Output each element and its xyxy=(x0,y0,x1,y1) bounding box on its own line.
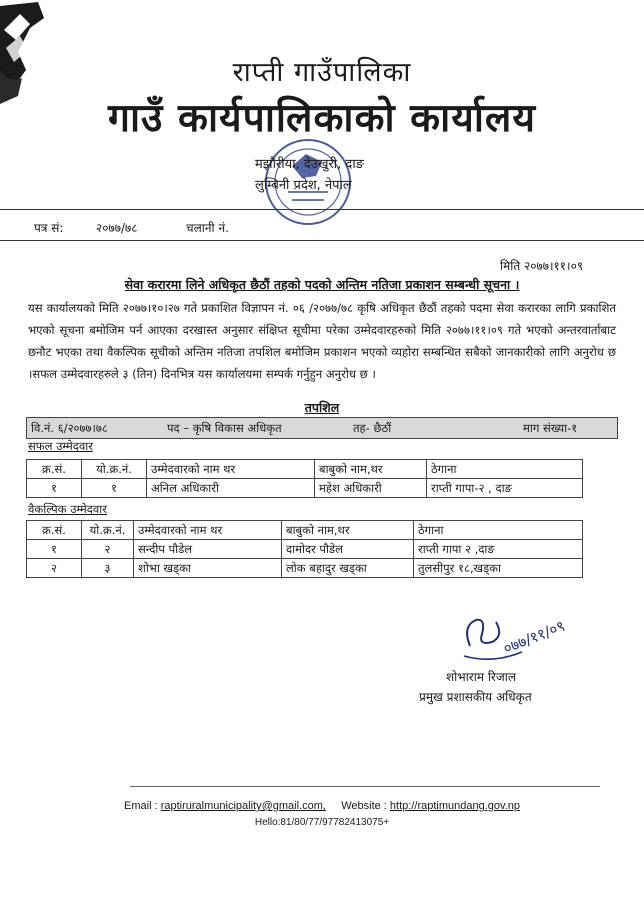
advertisement-number: वि.नं. ६/२०७७।७८ xyxy=(31,421,108,435)
header-father-name: बाबुको नाम,थर xyxy=(282,521,414,540)
roll-cell: ३ xyxy=(82,559,134,578)
table-row xyxy=(27,559,583,578)
position-name: पद – कृषि विकास अधिकृत xyxy=(167,421,282,435)
successful-candidates-label: सफल उम्मेदवार xyxy=(28,439,93,453)
signatory-name: शोभाराम रिजाल xyxy=(446,670,516,684)
header-serial: क्र.सं. xyxy=(27,460,82,479)
notice-subject xyxy=(0,276,644,293)
candidate-name-cell: सन्दीप पौडेल xyxy=(134,540,282,559)
reference-number: २०७७/७८ xyxy=(96,221,138,235)
father-name-cell: लोक बहादुर खड्का xyxy=(282,559,414,578)
successful-candidates-table xyxy=(26,459,583,498)
father-name-cell: दामोदर पौडेल xyxy=(282,540,414,559)
address-line-2: लुम्बिनी प्रदेश, नेपाल xyxy=(255,178,352,193)
roll-cell: १ xyxy=(82,479,147,498)
header-roll: यो.क्र.नं. xyxy=(82,521,134,540)
table-header-row xyxy=(27,521,583,540)
notice-date: मिति २०७७।११।०९ xyxy=(500,259,584,273)
alternate-candidates-label: वैकल्पिक उम्मेदवार xyxy=(28,502,107,516)
position-level: तह- छैठौं xyxy=(353,421,392,435)
header-address: ठेगाना xyxy=(427,460,583,479)
signature-date: ०७७/११/०९ xyxy=(500,616,568,658)
header-roll: यो.क्र.नं. xyxy=(82,460,147,479)
email-link[interactable]: raptiruralmunicipality@gmail.com, xyxy=(160,800,326,812)
footer-contact xyxy=(0,800,644,812)
website-link[interactable]: http://raptimundang.gov.np xyxy=(389,800,520,812)
signatory-title: प्रमुख प्रशासकीय अधिकृत xyxy=(419,690,532,704)
footer-divider xyxy=(130,786,600,787)
father-name-cell: महेश अधिकारी xyxy=(315,479,427,498)
address-cell: तुलसीपुर १८,खड्का xyxy=(414,559,583,578)
serial-cell: १ xyxy=(27,479,82,498)
dispatch-label: चलानी नं. xyxy=(186,221,229,235)
address-line-1: मझौरीया, देउखुरी, दाङ xyxy=(255,157,364,172)
candidate-name-cell: शोभा खड्का xyxy=(134,559,282,578)
details-heading: तपशिल xyxy=(304,400,340,415)
footer-phone: Hello:81/80/77/97782413075+ xyxy=(254,817,390,828)
table-header-row xyxy=(27,460,583,479)
header-candidate-name: उम्मेदवारको नाम थर xyxy=(134,521,282,540)
reference-label: पत्र सं: xyxy=(34,221,64,235)
demand-count: माग संख्या-१ xyxy=(523,421,578,435)
post-info-bar xyxy=(26,417,618,439)
serial-cell: १ xyxy=(27,540,82,559)
header-candidate-name: उम्मेदवारको नाम थर xyxy=(147,460,315,479)
serial-cell: २ xyxy=(27,559,82,578)
email-label: Email : xyxy=(124,800,158,812)
handwritten-signature-icon xyxy=(452,606,592,676)
table-row xyxy=(27,540,583,559)
notice-body: यस कार्यालयको मिति २०७७।१०।२७ गते प्रकाशित विज्ञापन नं. ०६ /२०७७/७८ कृषि अधिकृत छैठौं तहको पदमा सेवा करारका लागि प्रकाशित भएको सूचना बमोजिम पर्न आएका दरखास्त अनुसार संक्षिप्त सूचीमा परेका उम्मेदवारहरुको मिति २०७७।११।०९ गते भएको अन्तरवार्ताबाट छनौट भएका तथा वैकल्पिक सूचीको अन्तिम नतिजा तपशिल बमोजिम प्रकाशन भएको व्यहोरा सम्बन्धित सबैको जानकारीको लागि अनुरोध छ ।सफल उम्मेदवारहरुले ३ (तिन) दिनभित्र यस कार्यालयमा सम्पर्क गर्नुहुन अनुरोध छ । xyxy=(28,301,616,381)
address-cell: राप्ती गापा २ ,दाङ xyxy=(414,540,583,559)
table-row xyxy=(27,479,583,498)
candidate-name-cell: अनिल अधिकारी xyxy=(147,479,315,498)
header-divider xyxy=(0,209,644,210)
roll-cell: २ xyxy=(82,540,134,559)
address-cell: राप्ती गापा-२ , दाङ xyxy=(427,479,583,498)
header-address: ठेगाना xyxy=(414,521,583,540)
website-label: Website : xyxy=(341,800,387,812)
municipality-name: राप्ती गाउँपालिका xyxy=(232,57,412,88)
subject-text: सेवा करारमा लिने अधिकृत छैठौं तहको पदको अन्तिम नतिजा प्रकाशन सम्बन्धी सूचना । xyxy=(124,277,520,292)
reference-divider xyxy=(0,240,644,241)
header-serial: क्र.सं. xyxy=(27,521,82,540)
alternate-candidates-table xyxy=(26,520,583,578)
office-name: गाउँ कार्यपालिकाको कार्यालय xyxy=(108,96,536,141)
header-father-name: बाबुको नाम,थर xyxy=(315,460,427,479)
